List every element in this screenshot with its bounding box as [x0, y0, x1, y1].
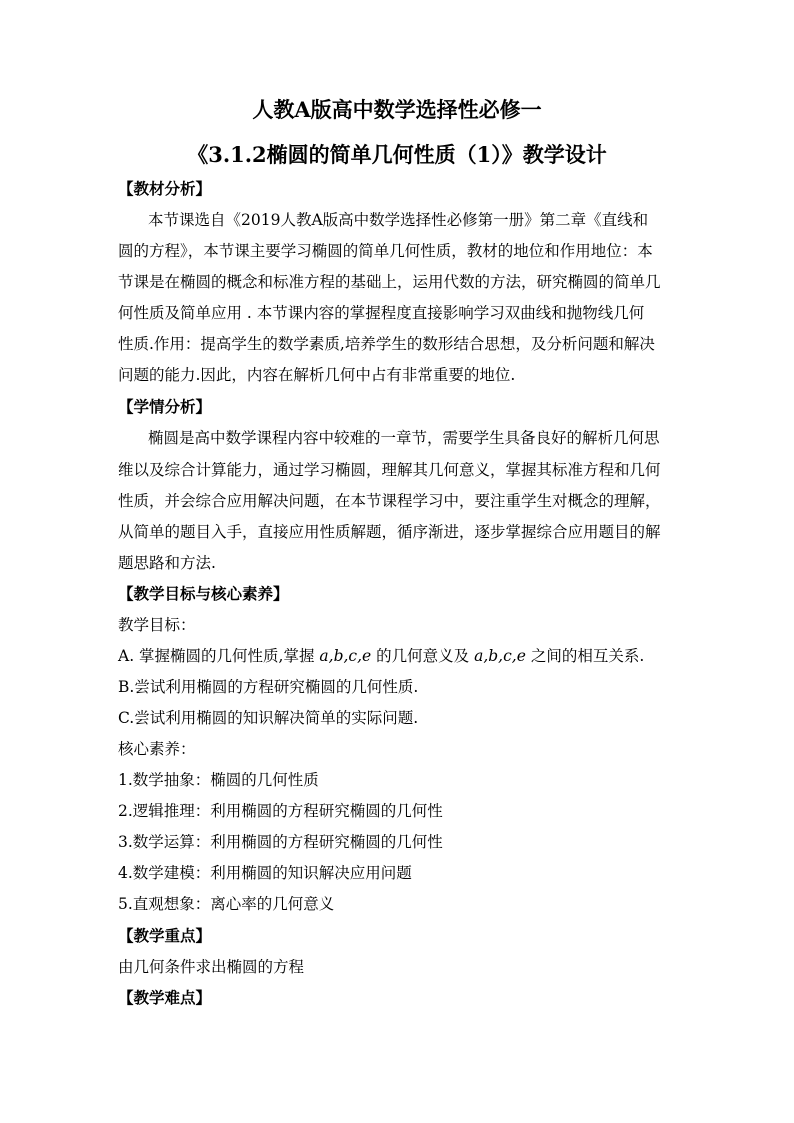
core-literacy-label: 核心素养： [118, 740, 196, 758]
document-title-line1: 人教A版高中数学选择性必修一 [252, 97, 542, 122]
paragraph-line: 何性质及简单应用 . 本节课内容的掌握程度直接影响学习双曲线和抛物线几何 [118, 304, 645, 322]
core-literacy-item: 2.逻辑推理：利用椭圆的方程研究椭圆的几何性 [118, 802, 443, 820]
document-title-line2: 《3.1.2椭圆的简单几何性质（1）》教学设计 [187, 142, 607, 167]
paragraph-line: 问题的能力.因此，内容在解析几何中占有非常重要的地位. [118, 366, 516, 384]
paragraph-line: 性质，并会综合应用解决问题，在本节课程学习中，要注重学生对概念的理解， [118, 492, 661, 510]
key-points-text: 由几何条件求出椭圆的方程 [118, 958, 305, 976]
section-heading-key-points: 【教学重点】 [118, 926, 212, 945]
goal-item-b: B.尝试利用椭圆的方程研究椭圆的几何性质. [118, 678, 419, 696]
paragraph-line: 题思路和方法. [118, 554, 216, 572]
goal-item-a [118, 645, 644, 667]
goal-a-text-end: 之间的相互关系. [525, 647, 645, 665]
core-literacy-item: 4.数学建模：利用椭圆的知识解决应用问题 [118, 864, 412, 882]
paragraph-line: 本节课选自《2019人教A版高中数学选择性必修第一册》第二章《直线和 [148, 211, 649, 229]
section-heading-textbook-analysis: 【教材分析】 [118, 179, 212, 198]
goal-a-text-start: A. 掌握椭圆的几何性质,掌握 [118, 647, 320, 665]
section-heading-difficulties: 【教学难点】 [118, 988, 212, 1007]
paragraph-line: 圆的方程》，本节课主要学习椭圆的简单几何性质，教材的地位和作用地位：本 [118, 242, 653, 260]
core-literacy-item: 5.直观想象：离心率的几何意义 [118, 895, 335, 913]
paragraph-line: 维以及综合计算能力，通过学习椭圆，理解其几何意义，掌握其标准方程和几何 [118, 461, 661, 479]
core-literacy-item: 3.数学运算：利用椭圆的方程研究椭圆的几何性 [118, 833, 443, 851]
paragraph-line: 性质.作用：提高学生的数学素质,培养学生的数形结合思想，及分析问题和解决 [118, 335, 655, 353]
paragraph-line: 从简单的题目入手，直接应用性质解题，循序渐进，逐步掌握综合应用题目的解 [118, 523, 661, 541]
core-literacy-item: 1.数学抽象：椭圆的几何性质 [118, 771, 319, 789]
section-heading-goals: 【教学目标与核心素养】 [118, 584, 289, 603]
goal-item-c: C.尝试利用椭圆的知识解决简单的实际问题. [118, 709, 419, 727]
goal-label: 教学目标： [118, 616, 196, 634]
paragraph-line: 节课是在椭圆的概念和标准方程的基础上，运用代数的方法，研究椭圆的简单几 [118, 273, 661, 291]
section-heading-student-analysis: 【学情分析】 [118, 397, 212, 416]
goal-a-variables-2: a,b,c,e [474, 647, 526, 665]
goal-a-text-middle: 的几何意义及 [371, 647, 475, 665]
paragraph-line: 椭圆是高中数学课程内容中较难的一章节，需要学生具备良好的解析几何思 [148, 429, 660, 447]
goal-a-variables: a,b,c,e [319, 647, 372, 665]
